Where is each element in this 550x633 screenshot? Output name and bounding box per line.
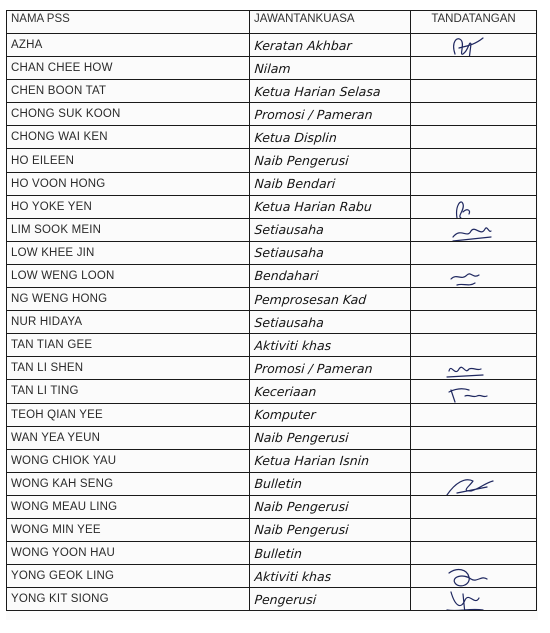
signature-cell [411, 195, 537, 218]
member-name: AZHA [7, 34, 250, 57]
signature-cell [411, 288, 537, 311]
handwritten-signature [411, 473, 537, 496]
member-name: LOW KHEE JIN [7, 241, 250, 264]
member-name: TAN LI SHEN [7, 357, 250, 380]
committee-role-text: Bendahari [253, 268, 319, 284]
table-row [7, 241, 537, 264]
signature-cell [411, 218, 537, 241]
table-row [7, 172, 537, 195]
table-row [7, 357, 537, 380]
committee-role [249, 288, 412, 311]
committee-role [249, 241, 412, 264]
signature-cell [411, 149, 537, 172]
committee-role-text: Keratan Akhbar [253, 37, 352, 53]
committee-role [249, 80, 412, 103]
committee-role [249, 565, 412, 588]
member-name: WONG CHIOK YAU [7, 449, 250, 472]
committee-role [249, 34, 412, 57]
signature-stroke [447, 592, 483, 611]
table-row [7, 288, 537, 311]
handwritten-signature [411, 34, 537, 57]
committee-role-text: Pengerusi [253, 591, 317, 607]
signature-cell [411, 34, 537, 57]
committee-role [249, 218, 412, 241]
committee-role-text: Ketua Harian Selasa [253, 83, 381, 99]
committee-role-text: Keceriaan [253, 383, 317, 399]
table-row [7, 334, 537, 357]
member-name: WONG KAH SENG [7, 472, 250, 495]
signature-stroke [449, 570, 487, 586]
committee-role [249, 264, 412, 287]
committee-role-text: Naib Bendari [253, 176, 336, 192]
handwritten-signature [411, 588, 537, 611]
table-row [7, 495, 537, 518]
header-signature: TANDATANGAN [411, 11, 537, 34]
table-row [7, 565, 537, 588]
committee-role [249, 380, 412, 403]
committee-role-text: Naib Pengerusi [253, 153, 349, 169]
header-row [7, 11, 537, 34]
signature-cell [411, 403, 537, 426]
committee-role [249, 472, 412, 495]
member-name: CHAN CHEE HOW [7, 57, 250, 80]
committee-role-text: Bulletin [253, 545, 302, 561]
header-role: JAWANTANKUASA [250, 11, 411, 34]
signature-stroke [453, 228, 491, 241]
committee-role-text: Pemprosesan Kad [253, 291, 367, 307]
committee-role-text: Setiausaha [253, 245, 324, 261]
signature-cell [411, 426, 537, 449]
signature-cell [411, 588, 537, 611]
signature-cell [411, 264, 537, 287]
committee-role-text: Setiausaha [253, 314, 324, 330]
member-name: HO VOON HONG [7, 172, 250, 195]
member-name: YONG GEOK LING [7, 565, 250, 588]
signature-stroke [449, 389, 487, 402]
committee-role [249, 357, 412, 380]
committee-role [249, 495, 412, 518]
committee-role-text: Promosi / Pameran [253, 360, 373, 376]
signature-cell [411, 357, 537, 380]
table-row [7, 588, 537, 611]
table-row [7, 34, 537, 57]
committee-role [249, 311, 412, 334]
committee-role-text: Nilam [253, 60, 291, 76]
member-name: YONG KIT SIONG [7, 588, 250, 611]
signature-cell [411, 126, 537, 149]
member-name: LOW WENG LOON [7, 264, 250, 287]
signature-cell [411, 380, 537, 403]
committee-role [249, 334, 412, 357]
table-row [7, 472, 537, 495]
handwritten-signature [411, 265, 537, 288]
table-row [7, 426, 537, 449]
committee-role [249, 103, 412, 126]
committee-table [6, 10, 537, 611]
member-name: HO YOKE YEN [7, 195, 250, 218]
member-name: NG WENG HONG [7, 288, 250, 311]
committee-role-text: Ketua Harian Rabu [253, 199, 372, 215]
signature-stroke [451, 274, 479, 285]
signature-cell [411, 103, 537, 126]
committee-role [249, 126, 412, 149]
table-row [7, 80, 537, 103]
table-row [7, 518, 537, 541]
signature-cell [411, 311, 537, 334]
member-name: CHEN BOON TAT [7, 80, 250, 103]
committee-role [249, 172, 412, 195]
signature-cell [411, 334, 537, 357]
table-row [7, 542, 537, 565]
signature-cell [411, 80, 537, 103]
signature-cell [411, 495, 537, 518]
handwritten-signature [411, 196, 537, 219]
committee-role-text: Bulletin [253, 476, 302, 492]
table-row [7, 126, 537, 149]
member-name: TEOH QIAN YEE [7, 403, 250, 426]
signature-cell [411, 172, 537, 195]
member-name: NUR HIDAYA [7, 311, 250, 334]
committee-role-text: Ketua Harian Isnin [253, 453, 370, 469]
member-name: CHONG SUK KOON [7, 103, 250, 126]
signature-stroke [454, 38, 483, 57]
committee-role-text: Ketua Displin [253, 129, 337, 145]
committee-role-text: Naib Pengerusi [253, 499, 349, 515]
signature-cell [411, 565, 537, 588]
table-row [7, 149, 537, 172]
document-sheet [6, 10, 538, 620]
signature-stroke [455, 202, 471, 219]
table-row [7, 57, 537, 80]
committee-role-text: Komputer [253, 407, 316, 423]
committee-role-text: Setiausaha [253, 222, 324, 238]
signature-stroke [447, 368, 483, 378]
committee-role-text: Aktiviti khas [253, 337, 332, 353]
member-name: WONG MEAU LING [7, 495, 250, 518]
handwritten-signature [411, 565, 537, 588]
handwritten-signature [411, 219, 537, 242]
table-row [7, 264, 537, 287]
committee-role [249, 449, 412, 472]
signature-cell [411, 449, 537, 472]
table-row [7, 311, 537, 334]
header-name: NAMA PSS [7, 11, 250, 34]
member-name: TAN TIAN GEE [7, 334, 250, 357]
committee-role [249, 542, 412, 565]
member-name: LIM SOOK MEIN [7, 218, 250, 241]
committee-role [249, 57, 412, 80]
committee-role-text: Naib Pengerusi [253, 430, 349, 446]
committee-role [249, 149, 412, 172]
signature-cell [411, 518, 537, 541]
committee-role-text: Promosi / Pameran [253, 106, 373, 122]
table-row [7, 380, 537, 403]
signature-cell [411, 241, 537, 264]
committee-role-text: Aktiviti khas [253, 568, 332, 584]
table-row [7, 218, 537, 241]
committee-role [249, 518, 412, 541]
committee-role [249, 426, 412, 449]
signature-cell [411, 57, 537, 80]
committee-role [249, 403, 412, 426]
handwritten-signature [411, 357, 537, 380]
member-name: CHONG WAI KEN [7, 126, 250, 149]
table-row [7, 103, 537, 126]
table-row [7, 449, 537, 472]
signature-stroke [447, 480, 493, 495]
committee-role [249, 588, 412, 611]
committee-role [249, 195, 412, 218]
member-name: WONG YOON HAU [7, 542, 250, 565]
member-name: WAN YEA YEUN [7, 426, 250, 449]
member-name: TAN LI TING [7, 380, 250, 403]
committee-role-text: Naib Pengerusi [253, 522, 349, 538]
table-body [7, 34, 537, 611]
handwritten-signature [411, 380, 537, 403]
member-name: WONG MIN YEE [7, 518, 250, 541]
table-row [7, 195, 537, 218]
signature-cell [411, 542, 537, 565]
signature-cell [411, 472, 537, 495]
member-name: HO EILEEN [7, 149, 250, 172]
table-row [7, 403, 537, 426]
